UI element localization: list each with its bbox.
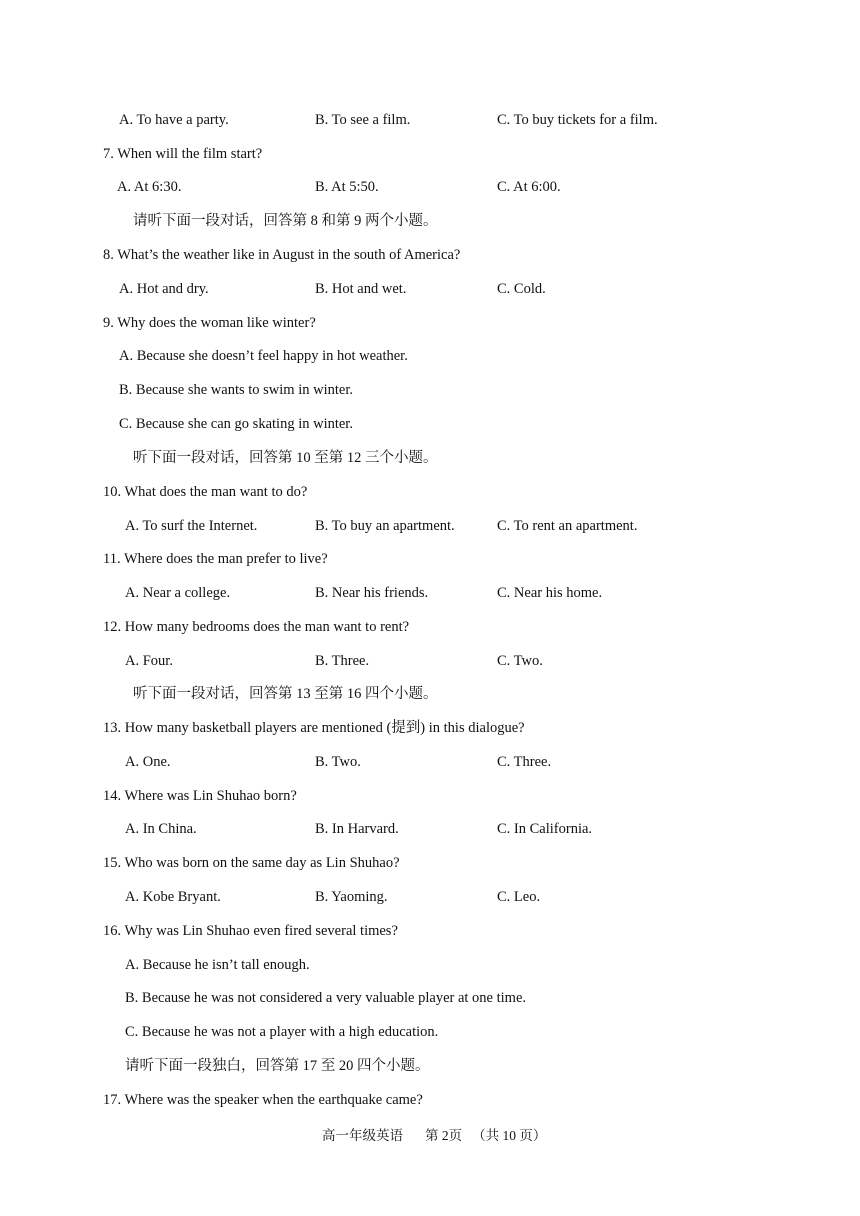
option-c: C. Because she can go skating in winter. — [119, 416, 353, 432]
page-footer — [322, 1127, 546, 1145]
option-c: C. To rent an apartment. — [497, 518, 638, 534]
section-instruction: 请听下面一段对话，回答第 8 和第 9 两个小题。 — [133, 213, 438, 229]
option-a: A. At 6:30. — [117, 179, 182, 195]
option-c: C. Leo. — [497, 889, 541, 905]
option-a: A. Kobe Bryant. — [125, 889, 221, 905]
option-b: B. To see a film. — [315, 112, 411, 128]
question-10: 10. What does the man want to do? — [103, 484, 308, 500]
question-14: 14. Where was Lin Shuhao born? — [103, 788, 297, 804]
option-b: B. At 5:50. — [315, 179, 379, 195]
option-c: C. In California. — [497, 821, 593, 837]
option-c: C. Two. — [497, 653, 543, 669]
question-11: 11. Where does the man prefer to live? — [103, 551, 328, 567]
question-15: 15. Who was born on the same day as Lin Shuhao? — [103, 855, 400, 871]
option-a: A. One. — [125, 754, 171, 770]
option-c: C. At 6:00. — [497, 179, 561, 195]
section-instruction: 听下面一段对话，回答第 13 至第 16 四个小题。 — [133, 686, 438, 702]
question-8: 8. What’s the weather like in August in the south of America? — [103, 247, 461, 263]
option-c: C. To buy tickets for a film. — [497, 112, 658, 128]
option-a: A. In China. — [125, 821, 197, 837]
footer-page-number: 第 2页 — [425, 1128, 463, 1143]
option-a: A. To surf the Internet. — [125, 518, 258, 534]
option-b: B. Three. — [315, 653, 370, 669]
option-a: A. Because she doesn’t feel happy in hot weather. — [119, 348, 408, 364]
option-a: A. Near a college. — [125, 585, 231, 601]
option-b: B. Near his friends. — [315, 585, 429, 601]
section-instruction: 请听下面一段独白，回答第 17 至 20 四个小题。 — [125, 1058, 430, 1074]
question-9: 9. Why does the woman like winter? — [103, 315, 316, 331]
question-12: 12. How many bedrooms does the man want to rent? — [103, 619, 410, 635]
option-b: B. Because she wants to swim in winter. — [119, 382, 353, 398]
option-a: A. To have a party. — [119, 112, 229, 128]
footer-course: 高一年级英语 — [322, 1128, 403, 1143]
option-b: B. Two. — [315, 754, 361, 770]
option-a: A. Four. — [125, 653, 173, 669]
section-instruction: 听下面一段对话，回答第 10 至第 12 三个小题。 — [133, 450, 438, 466]
option-a: A. Because he isn’t tall enough. — [125, 957, 310, 973]
option-b: B. Hot and wet. — [315, 281, 407, 297]
footer-total-pages: （共 10 页） — [472, 1128, 547, 1143]
option-a: A. Hot and dry. — [119, 281, 209, 297]
option-c: C. Three. — [497, 754, 552, 770]
option-b: B. To buy an apartment. — [315, 518, 455, 534]
question-17: 17. Where was the speaker when the earthquake came? — [103, 1092, 423, 1108]
question-7: 7. When will the film start? — [103, 146, 263, 162]
question-13: 13. How many basketball players are mentioned (提到) in this dialogue? — [103, 720, 525, 736]
option-b: B. Yaoming. — [315, 889, 388, 905]
option-c: C. Because he was not a player with a high education. — [125, 1024, 439, 1040]
option-b: B. Because he was not considered a very valuable player at one time. — [125, 990, 527, 1006]
question-16: 16. Why was Lin Shuhao even fired several times? — [103, 923, 398, 939]
option-c: C. Near his home. — [497, 585, 603, 601]
option-c: C. Cold. — [497, 281, 546, 297]
option-b: B. In Harvard. — [315, 821, 399, 837]
